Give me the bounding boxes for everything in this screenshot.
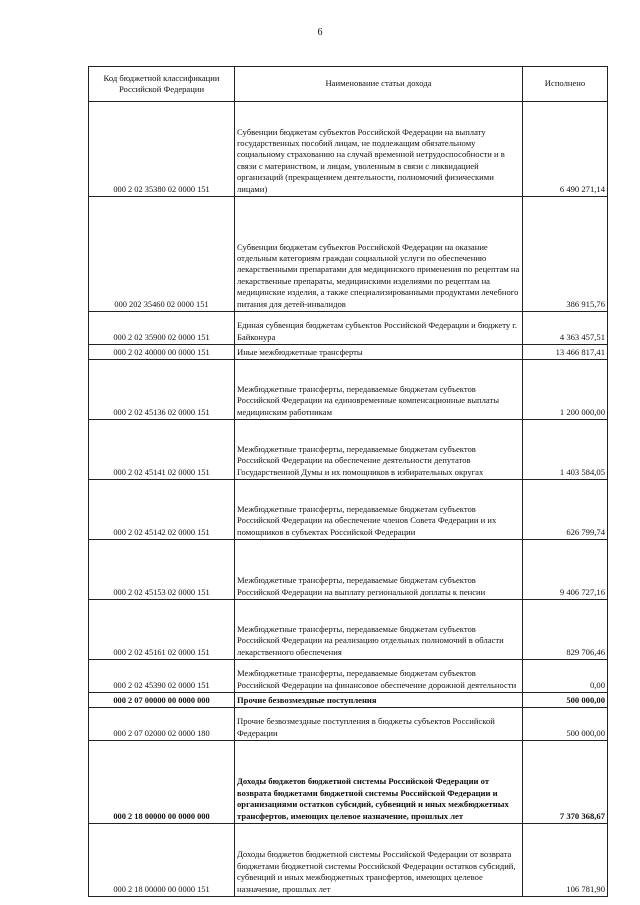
row-code: 000 2 02 35380 02 0000 151 [89,102,235,197]
row-name: Единая субвенция бюджетам субъектов Российской Федерации и бюджету г. Байконура [235,312,523,345]
row-name: Межбюджетные трансферты, передаваемые бюджетам субъектов Российской Федерации на обеспечение деятельности депутатов Государственной Думы и их помощников в избирательных округах [235,420,523,480]
row-amount: 386 915,76 [523,197,608,312]
row-name: Иные межбюджетные трансферты [235,345,523,360]
row-name: Прочие безвозмездные поступления [235,693,523,708]
revenue-table [88,66,608,897]
row-name: Межбюджетные трансферты, передаваемые бюджетам субъектов Российской Федерации на единовременные компенсационные выплаты медицинским работникам [235,360,523,420]
row-amount: 500 000,00 [523,693,608,708]
row-code: 000 2 02 45390 02 0000 151 [89,660,235,693]
header-code: Код бюджетной классификации Российской Федерации [89,67,235,102]
row-name: Межбюджетные трансферты, передаваемые бюджетам субъектов Российской Федерации на финансовое обеспечение дорожной деятельности [235,660,523,693]
row-amount: 4 363 457,51 [523,312,608,345]
row-code: 000 2 02 45136 02 0000 151 [89,360,235,420]
row-code: 000 2 02 45142 02 0000 151 [89,480,235,540]
table-row [89,480,608,540]
table-row [89,660,608,693]
row-amount: 7 370 368,67 [523,741,608,824]
row-name: Доходы бюджетов бюджетной системы Российской Федерации от возврата бюджетами бюджетной системы Российской Федерации остатков субсидий, субвенций и иных межбюджетных трансфертов, имеющих целевое назначение, прошлых лет [235,824,523,897]
table-row [89,312,608,345]
row-name: Субвенции бюджетам субъектов Российской Федерации на оказание отдельным категориям граждан социальной услуги по обеспечению лекарственными препаратами для медицинского применения по рецептам на лекарственные препараты, медицинскими изделиями по рецептам на медицинские изделия, а также специализированными продуктами лечебного питания для детей-инвалидов [235,197,523,312]
row-code: 000 2 18 00000 00 0000 151 [89,824,235,897]
header-amount: Исполнено [523,67,608,102]
row-amount: 500 000,00 [523,708,608,741]
row-code: 000 2 07 00000 00 0000 000 [89,693,235,708]
row-amount: 106 781,90 [523,824,608,897]
table-row [89,708,608,741]
row-amount: 1 200 000,00 [523,360,608,420]
table-row [89,420,608,480]
table-row [89,600,608,660]
row-code: 000 2 02 40000 00 0000 151 [89,345,235,360]
header-name: Наименование статьи дохода [235,67,523,102]
table-row [89,693,608,708]
row-name: Межбюджетные трансферты, передаваемые бюджетам субъектов Российской Федерации на выплату региональной доплаты к пенсии [235,540,523,600]
row-amount: 0,00 [523,660,608,693]
header-row [89,67,608,102]
row-name: Доходы бюджетов бюджетной системы Российской Федерации от возврата бюджетами бюджетной системы Российской Федерации и организациями остатков субсидий, субвенций и иных межбюджетных трансфертов, имеющих целевое назначение, прошлых лет [235,741,523,824]
row-name: Межбюджетные трансферты, передаваемые бюджетам субъектов Российской Федерации на реализацию отдельных полномочий в области лекарственного обеспечения [235,600,523,660]
row-amount: 9 406 727,16 [523,540,608,600]
row-amount: 829 706,46 [523,600,608,660]
row-code: 000 2 18 00000 00 0000 000 [89,741,235,824]
row-code: 000 2 02 45141 02 0000 151 [89,420,235,480]
row-amount: 13 466 817,41 [523,345,608,360]
row-code: 000 2 07 02000 02 0000 180 [89,708,235,741]
table-row [89,197,608,312]
row-name: Межбюджетные трансферты, передаваемые бюджетам субъектов Российской Федерации на обеспечение членов Совета Федерации и их помощников в субъектах Российской Федерации [235,480,523,540]
row-name: Субвенции бюджетам субъектов Российской Федерации на выплату государственных пособий лицам, не подлежащим обязательному социальному страхованию на случай временной нетрудоспособности и в связи с материнством, и лицам, уволенным в связи с ликвидацией организаций (прекращением деятельности, полномочий физическими лицами) [235,102,523,197]
row-amount: 626 799,74 [523,480,608,540]
row-code: 000 2 02 45153 02 0000 151 [89,540,235,600]
row-code: 000 2 02 45161 02 0000 151 [89,600,235,660]
page-number: 6 [317,27,323,38]
row-code: 000 2 02 35900 02 0000 151 [89,312,235,345]
table-row [89,824,608,897]
table-row [89,345,608,360]
table-row [89,540,608,600]
table-row [89,741,608,824]
row-code: 000 202 35460 02 0000 151 [89,197,235,312]
row-amount: 6 490 271,14 [523,102,608,197]
table-header [89,67,608,102]
table-body [89,102,608,897]
row-amount: 1 403 584,05 [523,420,608,480]
table-row [89,360,608,420]
table-row [89,102,608,197]
row-name: Прочие безвозмездные поступления в бюджеты субъектов Российской Федерации [235,708,523,741]
